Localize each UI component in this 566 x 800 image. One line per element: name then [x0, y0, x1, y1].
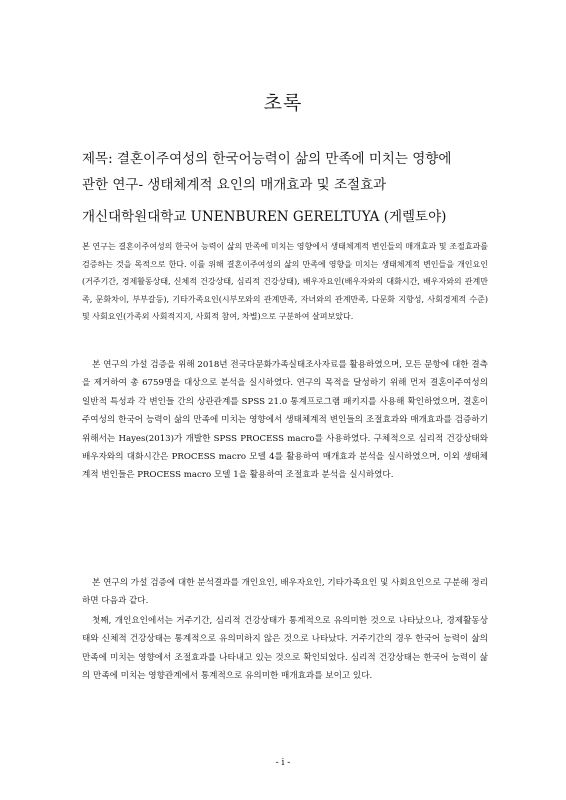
abstract-paragraph: 본 연구는 결혼이주여성의 한국어 능력이 삶의 만족에 미치는 영향에서 생태체계적 변인들의 매개효과 및 조절효과를 검증하는 것을 목적으로 한다. 이를 위해 결혼이주여성의 삶의 만족에 영향을 미치는 생태체계적 변인들을 개인요인(거주기간, 경제활동상태, 신체적 건강상태, 심리적 건강상태), 배우자요인(배우자와의 대화시간, 배우자와의 관계만족, 문화차이, 부부갈등), 기타가족요인(시부모와의 관계만족, 자녀와의 관계만족, 다문화 지향성, 사회경제적 수준) 및 사회요인(가족외 사회적지지, 사회적 참여, 차별)으로 구분하여 살펴보았다.	[82, 242, 488, 322]
abstract-paragraph: 본 연구의 가설 검증을 위해 2018년 전국다문화가족실태조사자료를 활용하였으며, 모든 문항에 대한 결측을 제거하여 총 6759명을 대상으로 분석을 실시하였다. 연구의 목적을 달성하기 위해 먼저 결혼이주여성의 일반적 특성과 각 변인들 간의 상관관계를 SPSS 21.0 통계프로그램 패키지를 사용해 확인하였으며, 결혼이주여성의 한국어 능력이 삶의 만족에 미치는 영향에서 생태체계적 변인들의 조절효과와 매개효과를 검증하기 위해서는 Hayes(2013)가 개발한 SPSS PROCESS macro를 사용하였다. 구체적으로 심리적 건강상태와 배우자와의 대화시간은 PROCESS macro 모델 4를 활용하여 매개효과 분석을 실시하였으며, 이외 생태체계적 변인들은 PROCESS macro 모델 1을 활용하여 조절효과 분석을 실시하였다.	[82, 360, 488, 481]
thesis-subject: 제목: 결혼이주여성의 한국어능력이 삶의 만족에 미치는 영향에 관한 연구- 생태체계적 요인의 매개효과 및 조절효과	[82, 151, 452, 193]
abstract-paragraph: 첫째, 개인요인에서는 거주기간, 심리적 건강상태가 통계적으로 유의미한 것으로 나타났으나, 경제활동상태와 신체적 건강상태는 통계적으로 유의미하지 않은 것으로 나타났다. 거주기간의 경우 한국어 능력이 삶의 만족에 미치는 영향에서 조절효과를 나타내고 있는 것으로 확인되었다. 심리적 건강상태는 한국어 능력이 삶의 만족에 미치는 영향관계에서 통계적으로 유의미한 매개효과를 보이고 있다.	[82, 616, 488, 682]
page-number: - i -	[275, 758, 291, 768]
page-title: 초록	[263, 92, 303, 114]
abstract-paragraph: 본 연구의 가설 검증에 대한 분석결과를 개인요인, 배우자요인, 기타가족요인 및 사회요인으로 구분해 정리하면 다음과 같다.	[82, 578, 488, 607]
author-line: 개신대학원대학교 UNENBUREN GERELTUYA (게렐토야)	[82, 209, 447, 225]
